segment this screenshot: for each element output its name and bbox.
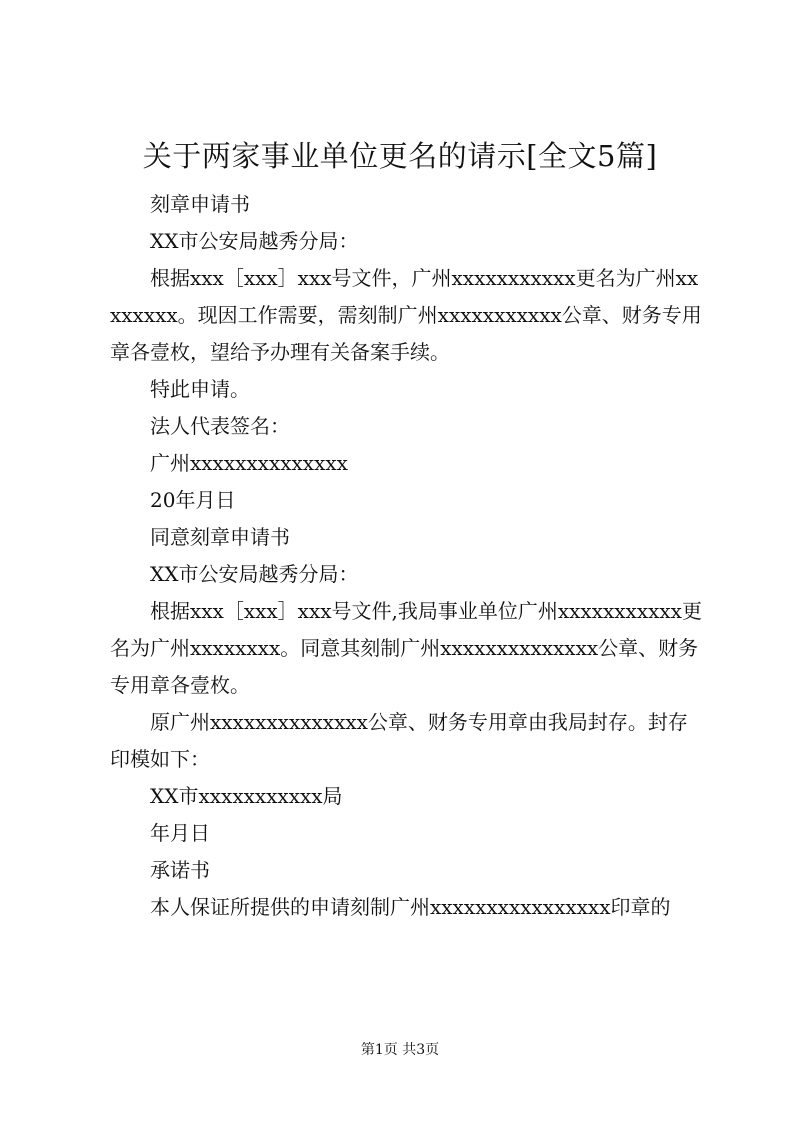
paragraph: 年月日 [150, 821, 210, 845]
paragraph: 同意刻章申请书 [150, 525, 290, 549]
paragraph: 承诺书 [150, 858, 210, 882]
paragraph: 法人代表签名： [150, 414, 290, 438]
paragraph: 原广州xxxxxxxxxxxxxx公章、财务专用章由我局封存。封存印模如下： [110, 710, 688, 771]
paragraph: 特此申请。 [150, 377, 250, 401]
document-body [110, 186, 705, 926]
page-footer: 第1页 共3页 [360, 1042, 440, 1058]
paragraph: 刻章申请书 [150, 192, 250, 216]
paragraph: XX市xxxxxxxxxxx局 [150, 784, 343, 808]
paragraph: XX市公安局越秀分局： [150, 562, 359, 586]
paragraph: 广州xxxxxxxxxxxxxx [150, 451, 348, 475]
paragraph: 本人保证所提供的申请刻制广州xxxxxxxxxxxxxxxx印章的 [150, 895, 671, 919]
document-title: 关于两家事业单位更名的请示[全文5篇] [142, 139, 658, 173]
paragraph: 根据xxx［xxx］xxx号文件，广州xxxxxxxxxxx更名为广州xxxxxxxx。现因工作需要，需刻制广州xxxxxxxxxxx公章、财务专用章各壹枚，望给予办理有关备案手续。 [110, 266, 702, 364]
paragraph: 20年月日 [150, 488, 236, 512]
paragraph: 根据xxx［xxx］xxx号文件,我局事业单位广州xxxxxxxxxxx更名为广州xxxxxxxx。同意其刻制广州xxxxxxxxxxxxxx公章、财务专用章各壹枚。 [110, 599, 702, 697]
paragraph: XX市公安局越秀分局： [150, 229, 359, 253]
